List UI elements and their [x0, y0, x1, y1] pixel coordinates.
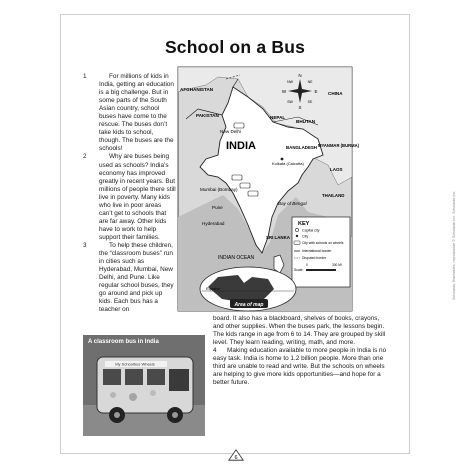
text-column-right [213, 315, 391, 387]
label-mumbai: Mumbai (Bombay) [200, 187, 238, 192]
paragraph-3-continued: board. It also has a blackboard, shelves of books, crayons, and other supplies. When the buses park, the lessons begin. The kids range in age from 6 to 14. They are grouped by skill level. They learn reading, writing, math, and more. [213, 315, 386, 347]
svg-text:Disputed border: Disputed border [302, 256, 327, 260]
bus-icon-pune [240, 183, 250, 188]
label-bhutan: BHUTAN [296, 119, 316, 124]
paragraph-4: 4 Making education available to more people in India is no easy task. India is home to 1.2 billion people. More than one third are unable to read and write. But the schools on wheels are helping to give more kids opportunities—and hope for a better future. [213, 347, 387, 387]
bus-icon [294, 241, 300, 245]
label-pune: Pune [212, 205, 223, 210]
bus-icon-new-delhi [234, 123, 244, 128]
svg-text:Scale:: Scale: [294, 268, 304, 272]
label-indian-ocean: INDIAN OCEAN [218, 255, 255, 261]
label-afghanistan: AFGHANISTAN [180, 87, 214, 92]
paragraph-1: 1 For millions of kids in India, getting an education is a big challenge. But in some parts of the South Asian country, school buses have come to the rescue. The buses don’t take kids to school, though. The buses are the schools! [83, 73, 174, 153]
svg-text:Area of map: Area of map [234, 301, 264, 308]
page-number-badge [228, 449, 244, 461]
label-pakistan: PAKISTAN [196, 113, 219, 118]
svg-text:City: City [302, 234, 309, 239]
svg-text:S: S [298, 105, 302, 110]
text-column-left [81, 73, 176, 314]
worksheet-page [60, 14, 410, 461]
bus-icon-hyderabad [248, 191, 258, 196]
label-india: INDIA [226, 140, 256, 152]
label-thailand: THAILAND [322, 193, 345, 198]
bus-sign: My Schoolbus Wheels [115, 361, 155, 367]
svg-text:W: W [281, 89, 287, 94]
svg-text:SE: SE [307, 100, 313, 104]
svg-text:6: 6 [234, 455, 238, 461]
paragraph-2: 2 Why are buses being used as schools? India’s economy has improved greatly in recent years. But millions of people there still live in poverty. Many kids who live in poor areas can’t get to schools that are far away. Other kids have to work to help support their families. [83, 153, 176, 241]
svg-text:KEY: KEY [298, 221, 310, 227]
svg-text:Equator: Equator [206, 286, 221, 291]
bus-illustration [83, 335, 205, 436]
label-myanmar: MYANMAR (BURMA) [318, 143, 360, 148]
label-hyderabad: Hyderabad [202, 221, 225, 226]
label-sri-lanka: SRI LANKA [266, 235, 290, 240]
bus-icon-mumbai [232, 175, 242, 180]
label-bangladesh: BANGLADESH [286, 145, 317, 150]
label-nepal: NEPAL [270, 115, 286, 120]
svg-text:300 MI: 300 MI [332, 263, 342, 267]
svg-text:0: 0 [306, 263, 308, 267]
map-key [292, 217, 350, 287]
svg-text:NE: NE [307, 80, 313, 84]
svg-text:City with schools on wheels: City with schools on wheels [302, 241, 344, 245]
svg-text:NW: NW [287, 80, 293, 84]
classroom-bus-photo [83, 335, 205, 436]
globe-inset [200, 267, 296, 311]
label-bay-of-bengal: Bay of Bengal [278, 201, 307, 206]
city-dot-kolkata [281, 158, 284, 161]
svg-text:Capital city: Capital city [302, 228, 320, 233]
svg-text:E: E [314, 89, 318, 94]
city-icon [296, 235, 298, 237]
label-new-delhi: New Delhi [220, 129, 241, 134]
svg-text:International border: International border [302, 249, 332, 253]
photo-caption: A classroom bus in India [88, 339, 159, 345]
label-china: CHINA [328, 91, 343, 96]
label-kolkata: Kolkata (Calcutta) [272, 161, 304, 166]
india-map [178, 67, 360, 311]
paragraph-3: 3 To help these children, the “classroom buses” run in cities such as Hyderabad, Mumbai, New Delhi, and Pune. Like regular school buses, they go around and pick up kids. Each bus has a teacher on [83, 241, 174, 314]
side-credit: Scholastic Teachables, reproducible © Scholastic Inc. Scholastic Inc. [452, 190, 456, 300]
page-title: School on a Bus [164, 37, 306, 57]
svg-text:N: N [298, 73, 302, 78]
label-laos: LAOS [330, 167, 343, 172]
svg-text:SW: SW [287, 100, 293, 104]
